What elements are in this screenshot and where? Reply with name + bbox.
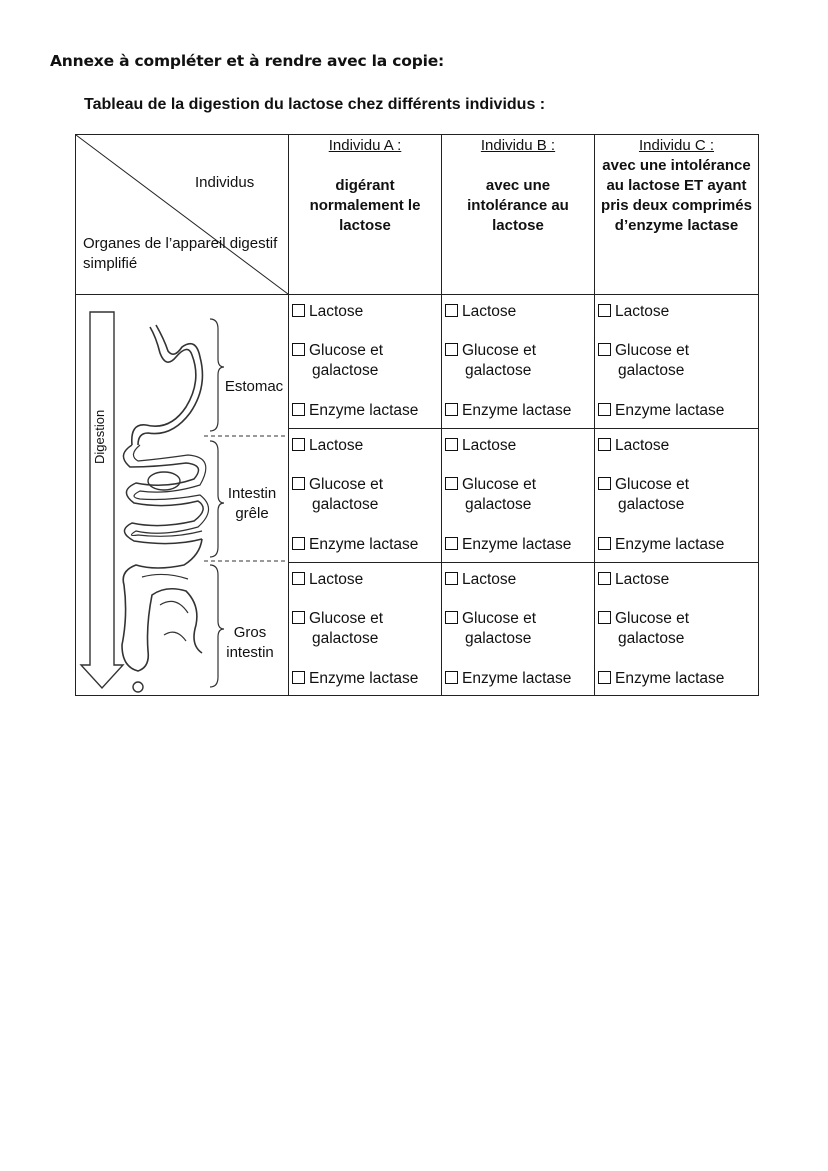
option-label: Lactose bbox=[309, 437, 364, 454]
checkbox-icon[interactable] bbox=[292, 403, 305, 416]
table-title: Tableau de la digestion du lactose chez différents individus : bbox=[84, 96, 546, 113]
checkbox-icon[interactable] bbox=[445, 304, 458, 317]
checkbox-icon[interactable] bbox=[292, 343, 305, 356]
option-label: Enzyme lactase bbox=[462, 402, 572, 419]
organ-label-gros-intestin: Gros intestin bbox=[226, 624, 274, 661]
option-label: Enzyme lactase bbox=[615, 402, 725, 419]
checkbox-icon[interactable] bbox=[445, 572, 458, 585]
option-enzyme-lactase-gros-intestin-b[interactable] bbox=[445, 669, 571, 689]
option-lactose-intestin-grele-b[interactable] bbox=[445, 436, 516, 456]
option-label-continued: galactose bbox=[312, 630, 379, 647]
option-label-continued: galactose bbox=[312, 362, 379, 379]
option-label-continued: galactose bbox=[618, 362, 685, 379]
header-description: digérant normalement le lactose bbox=[309, 177, 421, 234]
checkbox-icon[interactable] bbox=[598, 403, 611, 416]
option-enzyme-lactase-estomac-a[interactable] bbox=[292, 401, 418, 421]
option-label: Glucose et bbox=[309, 476, 384, 493]
header-name: Individu A : bbox=[328, 137, 402, 154]
option-label: Glucose et bbox=[462, 342, 537, 359]
checkbox-icon[interactable] bbox=[292, 537, 305, 550]
option-label: Lactose bbox=[309, 303, 364, 320]
option-label: Lactose bbox=[309, 571, 364, 588]
option-label: Lactose bbox=[462, 303, 517, 320]
checkbox-icon[interactable] bbox=[445, 438, 458, 451]
option-label: Lactose bbox=[615, 303, 670, 320]
option-lactose-gros-intestin-a[interactable] bbox=[292, 570, 363, 590]
option-lactose-estomac-a[interactable] bbox=[292, 302, 363, 322]
header-name: Individu B : bbox=[480, 137, 556, 154]
option-enzyme-lactase-estomac-c[interactable] bbox=[598, 401, 724, 421]
option-label: Lactose bbox=[462, 437, 517, 454]
checkbox-icon[interactable] bbox=[598, 343, 611, 356]
option-glucose-galactose-estomac-b[interactable] bbox=[445, 341, 536, 381]
option-label-continued: galactose bbox=[618, 630, 685, 647]
option-label-continued: galactose bbox=[618, 496, 685, 513]
large-intestine-icon bbox=[122, 539, 202, 671]
option-lactose-gros-intestin-c[interactable] bbox=[598, 570, 669, 590]
option-label: Enzyme lactase bbox=[309, 402, 419, 419]
header-name: Individu C : bbox=[638, 137, 715, 154]
checkbox-icon[interactable] bbox=[445, 343, 458, 356]
brace-intestin-grele-icon bbox=[210, 441, 224, 557]
option-lactose-estomac-b[interactable] bbox=[445, 302, 516, 322]
option-lactose-intestin-grele-a[interactable] bbox=[292, 436, 363, 456]
option-label: Enzyme lactase bbox=[615, 536, 725, 553]
option-enzyme-lactase-intestin-grele-c[interactable] bbox=[598, 535, 724, 555]
digestion-arrow-label: Digestion bbox=[92, 409, 107, 464]
option-label: Enzyme lactase bbox=[309, 670, 419, 687]
option-enzyme-lactase-gros-intestin-c[interactable] bbox=[598, 669, 724, 689]
digestion-table bbox=[75, 134, 759, 696]
header-individu-b bbox=[442, 136, 594, 236]
option-label: Enzyme lactase bbox=[462, 536, 572, 553]
option-label: Glucose et bbox=[615, 476, 690, 493]
individus-label: Individus bbox=[195, 174, 255, 191]
option-label: Enzyme lactase bbox=[615, 670, 725, 687]
checkbox-icon[interactable] bbox=[598, 304, 611, 317]
checkbox-icon[interactable] bbox=[598, 611, 611, 624]
checkbox-icon[interactable] bbox=[598, 572, 611, 585]
header-individu-c bbox=[595, 136, 758, 236]
option-label: Lactose bbox=[615, 437, 670, 454]
option-enzyme-lactase-gros-intestin-a[interactable] bbox=[292, 669, 418, 689]
checkbox-icon[interactable] bbox=[445, 477, 458, 490]
option-glucose-galactose-gros-intestin-c[interactable] bbox=[598, 609, 689, 649]
option-label: Enzyme lactase bbox=[462, 670, 572, 687]
option-label: Glucose et bbox=[309, 610, 384, 627]
option-label-continued: galactose bbox=[465, 362, 532, 379]
option-label: Enzyme lactase bbox=[309, 536, 419, 553]
option-label-continued: galactose bbox=[465, 496, 532, 513]
option-glucose-galactose-estomac-a[interactable] bbox=[292, 341, 383, 381]
option-label-continued: galactose bbox=[465, 630, 532, 647]
option-label: Glucose et bbox=[309, 342, 384, 359]
option-label: Glucose et bbox=[615, 610, 690, 627]
option-glucose-galactose-intestin-grele-a[interactable] bbox=[292, 475, 383, 515]
option-enzyme-lactase-intestin-grele-a[interactable] bbox=[292, 535, 418, 555]
option-label: Lactose bbox=[462, 571, 517, 588]
option-label: Glucose et bbox=[615, 342, 690, 359]
checkbox-icon[interactable] bbox=[598, 438, 611, 451]
checkbox-icon[interactable] bbox=[292, 611, 305, 624]
option-glucose-galactose-intestin-grele-c[interactable] bbox=[598, 475, 689, 515]
checkbox-icon[interactable] bbox=[445, 537, 458, 550]
option-label: Glucose et bbox=[462, 610, 537, 627]
option-label: Glucose et bbox=[462, 476, 537, 493]
checkbox-icon[interactable] bbox=[598, 671, 611, 684]
checkbox-icon[interactable] bbox=[445, 611, 458, 624]
checkbox-icon[interactable] bbox=[292, 572, 305, 585]
checkbox-icon[interactable] bbox=[445, 403, 458, 416]
option-lactose-estomac-c[interactable] bbox=[598, 302, 669, 322]
brace-estomac-icon bbox=[210, 319, 224, 431]
header-individu-a bbox=[289, 136, 441, 236]
header-description: avec une intolérance au lactose ET ayant pris deux comprimés d’enzyme lactase bbox=[601, 157, 752, 234]
organ-label-intestin-grele: Intestin grêle bbox=[227, 485, 277, 522]
header-description: avec une intolérance au lactose bbox=[467, 177, 569, 234]
option-label-continued: galactose bbox=[312, 496, 379, 513]
page-title: Annexe à compléter et à rendre avec la copie: bbox=[50, 52, 445, 70]
checkbox-icon[interactable] bbox=[598, 537, 611, 550]
option-lactose-gros-intestin-b[interactable] bbox=[445, 570, 516, 590]
option-glucose-galactose-gros-intestin-a[interactable] bbox=[292, 609, 383, 649]
checkbox-icon[interactable] bbox=[598, 477, 611, 490]
checkbox-icon[interactable] bbox=[292, 304, 305, 317]
option-lactose-intestin-grele-c[interactable] bbox=[598, 436, 669, 456]
option-glucose-galactose-intestin-grele-b[interactable] bbox=[445, 475, 536, 515]
checkbox-icon[interactable] bbox=[445, 671, 458, 684]
checkbox-icon[interactable] bbox=[292, 438, 305, 451]
option-enzyme-lactase-intestin-grele-b[interactable] bbox=[445, 535, 571, 555]
option-enzyme-lactase-estomac-b[interactable] bbox=[445, 401, 571, 421]
digestion-arrow-icon bbox=[81, 312, 123, 688]
option-label: Lactose bbox=[615, 571, 670, 588]
option-glucose-galactose-gros-intestin-b[interactable] bbox=[445, 609, 536, 649]
organ-label-estomac: Estomac bbox=[224, 378, 284, 395]
option-glucose-galactose-estomac-c[interactable] bbox=[598, 341, 689, 381]
checkbox-icon[interactable] bbox=[292, 671, 305, 684]
checkbox-icon[interactable] bbox=[292, 477, 305, 490]
organes-label: Organes de l’appareil digestif simplifié bbox=[83, 235, 278, 272]
